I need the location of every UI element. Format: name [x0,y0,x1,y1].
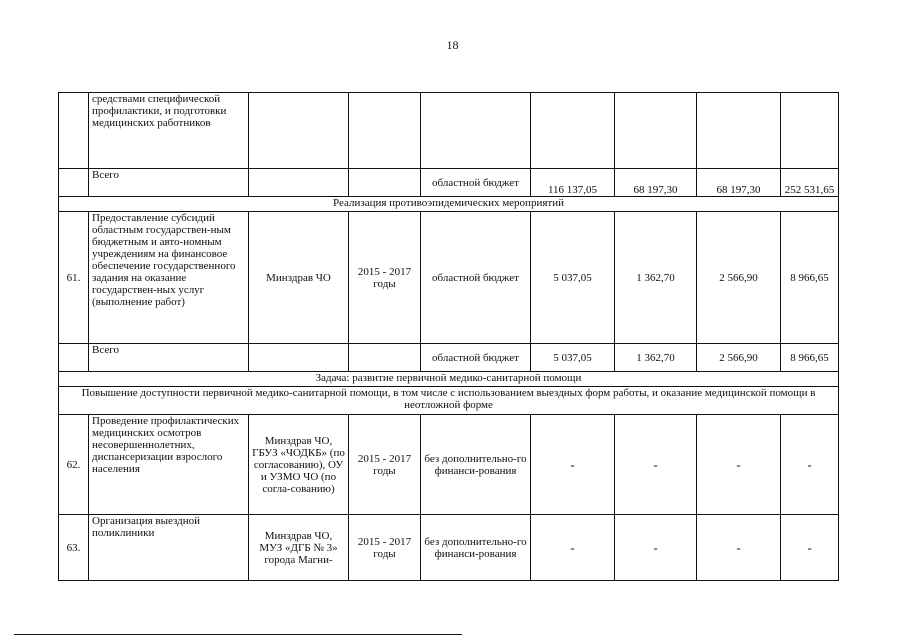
footer-divider [14,634,462,635]
value-cell: 8 966,65 [781,344,839,372]
value-cell: 2 566,90 [697,344,781,372]
funding-source: областной бюджет [421,212,531,344]
section-title: Реализация противоэпидемических мероприятий [59,197,839,212]
value-cell: - [615,515,697,581]
activity-description: Предоставление субсидий областным государствен-ным бюджетным и авто-номным учреждениям на финансовое обеспечение государственного задания на оказание государствен-ных услуг (выполнение работ) [89,212,249,344]
row-number: 62. [59,415,89,515]
period: 2015 - 2017 годы [349,515,421,581]
value-cell: - [781,515,839,581]
total-label: Всего [89,169,249,197]
value-cell: - [531,415,615,515]
table-row [59,515,839,581]
section-title: Повышение доступности первичной медико-санитарной помощи, в том числе с использованием выездных форм работы, и оказание медицинской помощи в неотложной форме [59,387,839,415]
value-cell: 1 362,70 [615,212,697,344]
row-number: 63. [59,515,89,581]
value-cell: - [781,415,839,515]
table-row-total [59,344,839,372]
period: 2015 - 2017 годы [349,415,421,515]
value-cell: 8 966,65 [781,212,839,344]
value-cell: 2 566,90 [697,212,781,344]
value-cell: 68 197,30 [615,169,697,197]
activity-description: Организация выездной поликлиники [89,515,249,581]
activity-description: средствами специфической профилактики, и подготовки медицинских работников [89,93,249,169]
section-title: Задача: развитие первичной медико-санитарной помощи [59,372,839,387]
funding-source: областной бюджет [421,169,531,197]
table-row-total [59,169,839,197]
activity-description: Проведение профилактических медицинских осмотров несовершеннолетних, диспансеризации взрослого населения [89,415,249,515]
executor: Минздрав ЧО, МУЗ «ДГБ № 3» города Магни- [249,515,349,581]
value-cell: 116 137,05 [531,169,615,197]
section-header-row [59,372,839,387]
value-cell: 1 362,70 [615,344,697,372]
value-cell: - [697,515,781,581]
funding-source: без дополнительно-го финанси-рования [421,515,531,581]
section-header-row [59,387,839,415]
table-row [59,415,839,515]
funding-source: без дополнительно-го финанси-рования [421,415,531,515]
total-label: Всего [89,344,249,372]
program-table [58,92,839,581]
value-cell: 68 197,30 [697,169,781,197]
table-row-continuation [59,93,839,169]
funding-source: областной бюджет [421,344,531,372]
executor: Минздрав ЧО [249,212,349,344]
value-cell: - [531,515,615,581]
page-number: 18 [446,38,459,52]
value-cell: - [697,415,781,515]
value-cell: 5 037,05 [531,212,615,344]
row-number: 61. [59,212,89,344]
executor: Минздрав ЧО, ГБУЗ «ЧОДКБ» (по согласованию), ОУ и УЗМО ЧО (по согла-сованию) [249,415,349,515]
value-cell: 5 037,05 [531,344,615,372]
value-cell: 252 531,65 [781,169,839,197]
section-header-row [59,197,839,212]
value-cell: - [615,415,697,515]
period: 2015 - 2017 годы [349,212,421,344]
table-row [59,212,839,344]
